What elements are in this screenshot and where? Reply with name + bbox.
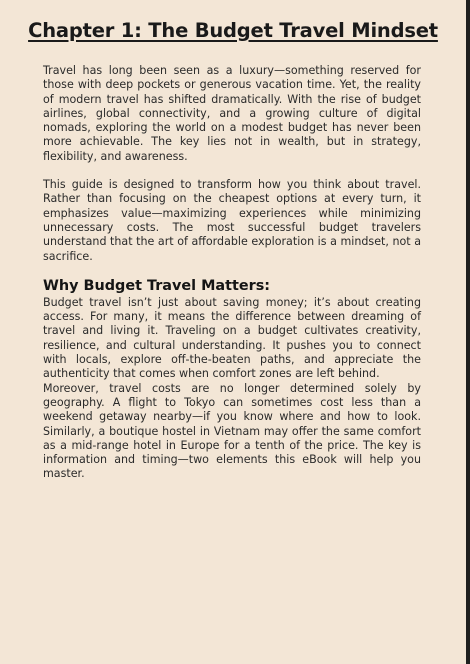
- page-right-edge: [466, 0, 470, 664]
- intro-paragraph-1: Travel has long been seen as a luxury—something reserved for those with deep pockets or generous vacation time. Yet, the reality of modern travel has shifted dramatically. With the rise of budget airlines, global connectivity, and a growing culture of digital nomads, exploring the world on a modest budget has never been more achievable. The key lies not in wealth, but in strategy, flexibility, and awareness.: [43, 64, 421, 163]
- intro-paragraph-2: This guide is designed to transform how you think about travel. Rather than focusing on the cheapest options at every turn, it emphasizes value—maximizing experiences while minimizing unnecessary costs. The most successful budget travelers understand that the art of affordable exploration is a mindset, not a sacrifice.: [43, 178, 421, 263]
- chapter-body: [43, 64, 421, 482]
- section-paragraph-2: Moreover, travel costs are no longer determined solely by geography. A flight to Tokyo can sometimes cost less than a weekend getaway nearby—if you know where and how to look. Similarly, a boutique hostel in Vietnam may offer the same comfort as a mid-range hotel in Europe for a tenth of the price. The key is information and timing—two elements this eBook will help you master.: [43, 381, 421, 481]
- chapter-title: Chapter 1: The Budget Travel Mindset: [28, 19, 438, 42]
- section-heading: Why Budget Travel Matters:: [43, 277, 271, 294]
- section-paragraph-1: Budget travel isn’t just about saving money; it’s about creating access. For many, it means the difference between dreaming of travel and living it. Traveling on a budget cultivates creativity, resilience, and cultural understanding. It pushes you to connect with locals, explore off-the-beaten paths, and appreciate the authenticity that comes when comfort zones are left behind.: [43, 295, 421, 381]
